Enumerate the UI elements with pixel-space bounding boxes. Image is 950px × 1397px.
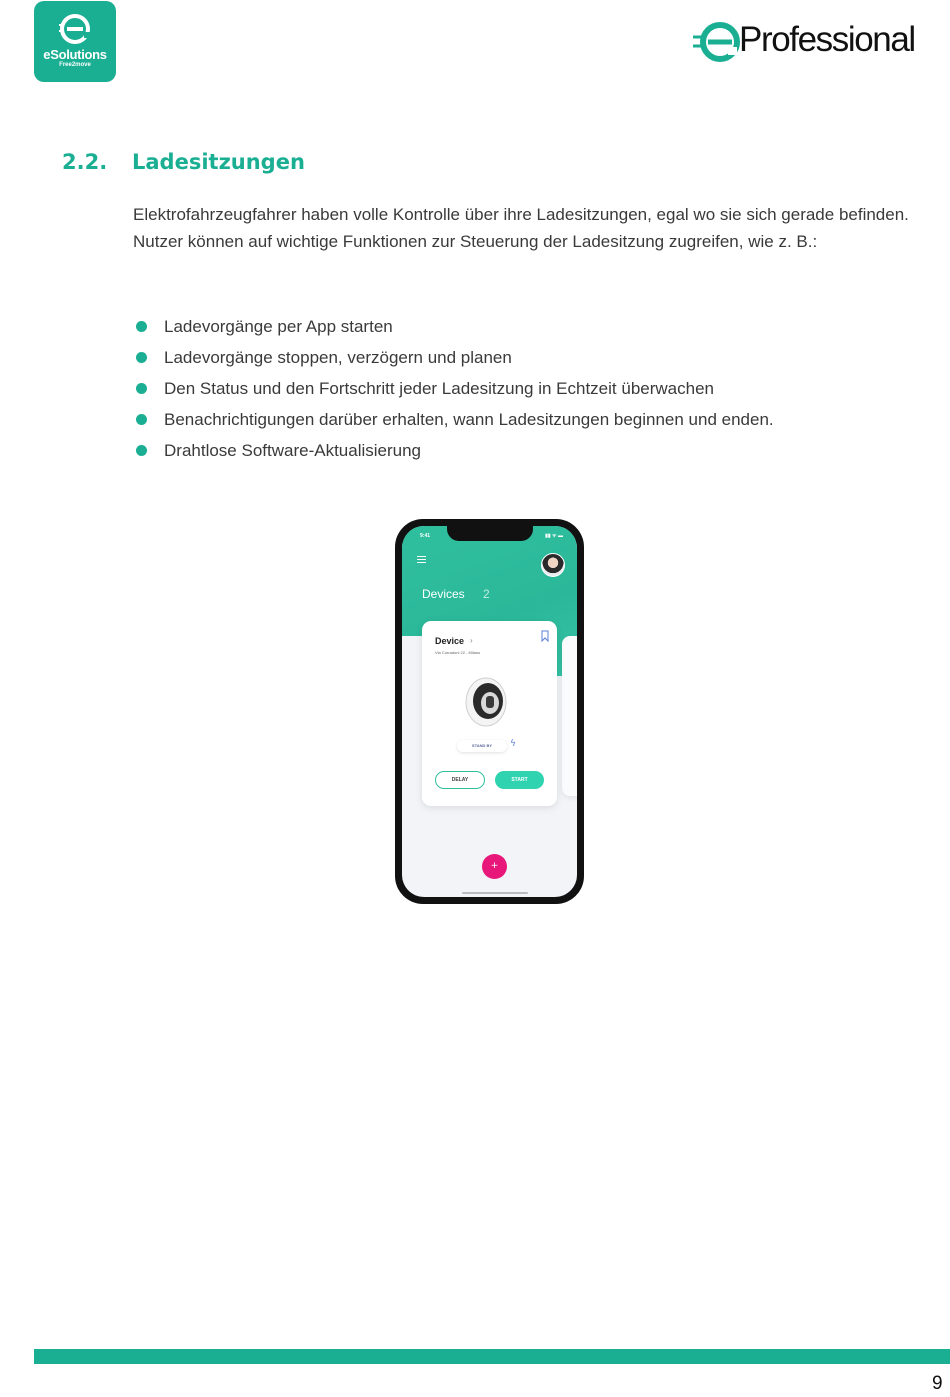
logo-name: eSolutions [43, 47, 107, 62]
list-item [133, 344, 774, 375]
section-title: Ladesitzungen [132, 150, 305, 174]
list-item-text: Benachrichtigungen darüber erhalten, wann Ladesitzungen beginnen und enden. [164, 410, 774, 429]
list-item-text: Den Status und den Fortschritt jeder Ladesitzung in Echtzeit überwachen [164, 379, 714, 398]
list-item-text: Ladevorgänge stoppen, verzögern und planen [164, 348, 512, 367]
device-address: Via Corradoni 22 - Milano [435, 650, 481, 655]
logo-wordmark: Professional [739, 20, 915, 59]
bullet-dot-icon [136, 445, 147, 456]
device-name[interactable]: Device [435, 636, 465, 646]
list-item-text: Drahtlose Software-Aktualisierung [164, 441, 422, 460]
devices-count: 2 [483, 587, 490, 601]
list-item [133, 437, 774, 468]
hamburger-menu-icon[interactable] [417, 556, 426, 563]
e-plug-icon [57, 11, 93, 47]
eprofessional-logo [690, 18, 950, 64]
list-item [133, 313, 774, 344]
phone-mockup [395, 519, 584, 904]
section-number: 2.2. [62, 150, 108, 174]
intro-paragraph: Elektrofahrzeugfahrer haben volle Kontrolle über ihre Ladesitzungen, egal wo sie sich gerade befinden. Nutzer können auf wichtige Funktionen zur Steuerung der Ladesitzung zugreifen, wie z. B.: [133, 205, 909, 251]
e-plug-icon [690, 20, 740, 64]
device-card[interactable] [422, 621, 557, 806]
page-number: 9 [932, 1373, 943, 1394]
chevron-right-icon[interactable]: › [470, 636, 473, 645]
home-indicator [462, 892, 528, 894]
start-button[interactable]: START [495, 771, 544, 789]
devices-title: Devices [422, 587, 465, 601]
delay-button[interactable]: DELAY [435, 771, 485, 789]
list-item-text: Ladevorgänge per App starten [164, 317, 393, 336]
list-item [133, 406, 774, 437]
status-time: 9:41 [420, 533, 431, 539]
feature-list [133, 313, 774, 468]
bullet-dot-icon [136, 352, 147, 363]
app-screen [402, 526, 577, 897]
status-icons: ▮▮ ᯤ ▬ [545, 533, 563, 539]
esolutions-logo [34, 1, 116, 82]
wallbox-charger-icon [464, 676, 508, 728]
lightning-bolt-icon: ϟ [510, 739, 516, 749]
logo-subtitle: Free2move [59, 62, 91, 68]
status-badge: STAND BY [457, 740, 507, 752]
bullet-dot-icon [136, 383, 147, 394]
bullet-dot-icon [136, 321, 147, 332]
next-device-card[interactable] [562, 636, 577, 796]
footer-bar [34, 1349, 950, 1364]
list-item [133, 375, 774, 406]
phone-notch [447, 526, 533, 541]
add-device-button[interactable]: + [482, 854, 507, 879]
bookmark-icon[interactable] [539, 629, 551, 643]
avatar[interactable] [541, 553, 565, 577]
bullet-dot-icon [136, 414, 147, 425]
